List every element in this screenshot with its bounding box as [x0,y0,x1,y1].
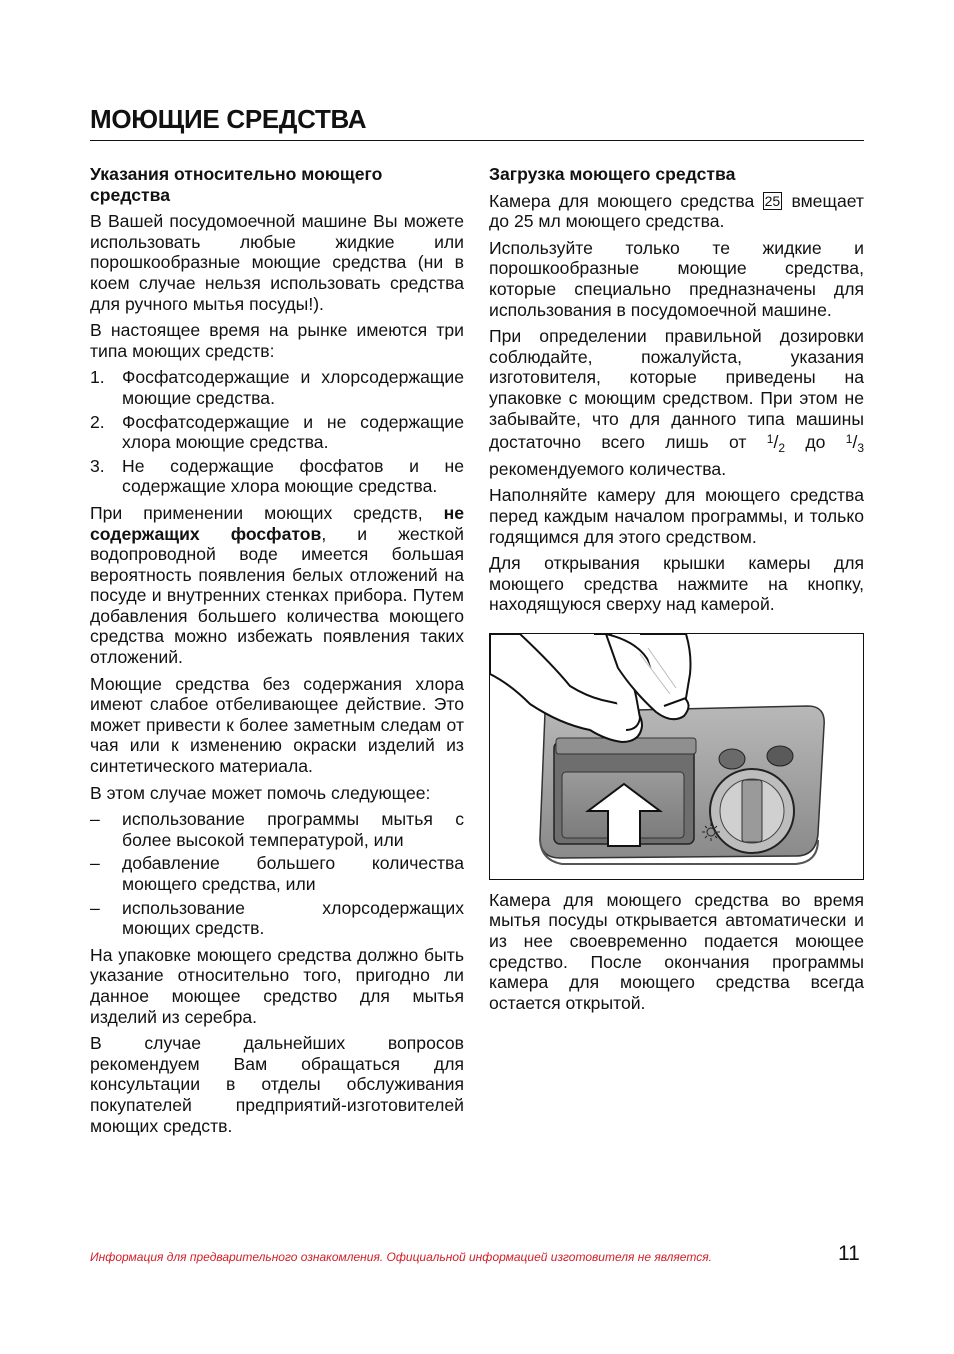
list-item [90,367,464,408]
left-column [90,164,464,1142]
text-run: вмещает до 25 мл моющего средства. [489,190,864,232]
list-item-text: использование хлорсодержащих моющих средств. [122,897,464,939]
list-marker: 1. [90,367,105,388]
detergent-types-list [90,367,464,497]
text-run: , и жесткой водопроводной воде имеется большая вероятность появления белых отложений на посуде и внутренних стенках прибора. Путем добавления большего количества моющего средства можно избежать появления таких отложений. [90,523,464,668]
paragraph: В настоящее время на рынке имеются три типа моющих средств: [90,320,464,361]
paragraph: Моющие средства без содержания хлора имеют слабое отбеливающее действие. Это может привести к более заметным следам от чая или к изменению окраски изделий из синтетического материала. [90,673,464,777]
paragraph: Наполняйте камеру для моющего средства перед каждым началом программы, и только годящимся для этого средством. [489,485,864,547]
text-run: При применении моющих средств, [90,502,423,523]
paragraph: Для открывания крышки камеры для моющего средства нажмите на кнопку, находящуюся сверху над камерой. [489,553,864,615]
paragraph: Используйте только те жидкие и порошкообразные моющие средства, которые специально предназначены для использования в посудомоечной машине. [489,237,864,320]
figure-caption: Камера для моющего средства во время мытья посуды открывается автоматически и из нее своевременно подается моющее средство. После окончания программы камера для моющего средства всегда остается открытой. [489,889,864,1013]
section-heading-detergent-info: Указания относительно моющего средства [90,164,383,205]
disclaimer-note: Информация для предварительного ознакомления. Официальной информацией изготовителя не является. [90,1250,712,1264]
paragraph [489,191,864,232]
list-marker: – [90,897,100,918]
fraction-denominator: 3 [857,441,865,456]
rinse-aid-indicator [767,746,793,766]
rinse-aid-indicator [719,749,745,769]
list-item [90,456,464,497]
part-reference-badge: 25 [764,192,781,209]
text-run: до [805,432,826,453]
paragraph: В Вашей посудомоечной машине Вы можете использовать любые жидкие или порошкообразные моющие средства (ни в коем случае нельзя использовать средства для ручного мытья посуды!). [90,211,464,314]
list-item [90,853,464,894]
rinse-aid-dial-grip [742,780,762,842]
list-item [90,898,464,939]
paragraph: В случае дальнейших вопросов рекомендуем Вам обращаться для консультации в отделы обслуживания покупателей предприятий-изготовителей моющих средств. [90,1033,464,1136]
right-column [489,164,864,1019]
bold-text: не содержащих фосфатов [90,502,465,544]
list-item [90,809,464,850]
list-marker: – [90,853,100,874]
list-item-text: добавление большего количества моющего средства, или [122,853,464,894]
list-item-text: использование программы мытья с более высокой температурой, или [122,809,464,850]
list-marker: 3. [90,455,105,476]
text-run: При определении правильной дозировки соблюдайте, пожалуйста, указания изготовителя, которые приведены на упаковке с моющим средством. При этом не забывайте, что для данного типа машины достаточно всего лишь от [489,326,864,453]
list-item-text: Не содержащие фосфатов и не содержащие хлора моющие средства. [122,455,464,497]
list-item-text: Фосфатсодержащие и не содержащие хлора моющие средства. [122,411,464,453]
paragraph: В этом случае может помочь следующее: [90,782,431,803]
list-item-text: Фосфатсодержащие и хлорсодержащие моющие средства. [122,367,464,408]
list-item [90,412,464,453]
detergent-dispenser-illustration [489,633,864,880]
paragraph-dosage: При определении правильной дозировки соблюдайте, пожалуйста, указания изготовителя, которые приведены на упаковке с моющим средством. При этом не забывайте, что для данного типа машины достаточно всего лишь от $^1/_2$ до $^1/_3$ рекомендуемого количества. [489,326,865,479]
fraction-numerator: 1 [766,432,774,447]
fraction-denominator: 2 [778,441,786,456]
section-heading-loading-detergent: Загрузка моющего средства [489,164,736,184]
list-marker: 2. [90,411,105,432]
page-number: 11 [838,1242,860,1265]
list-marker: – [90,809,100,830]
page-title: МОЮЩИЕ СРЕДСТВА [90,104,367,134]
text-run: Камера для моющего средства [489,190,755,211]
fraction-numerator: 1 [845,432,853,447]
text-run: рекомендуемого количества. [489,458,727,479]
title-divider [90,140,864,141]
paragraph: На упаковке моющего средства должно быть указание относительно того, пригодно ли данное моющее средство для мытья изделий из серебра. [90,944,464,1027]
dispenser-drawing [490,634,863,879]
tips-list [90,809,464,939]
paragraph-phosphate-free [90,503,464,668]
